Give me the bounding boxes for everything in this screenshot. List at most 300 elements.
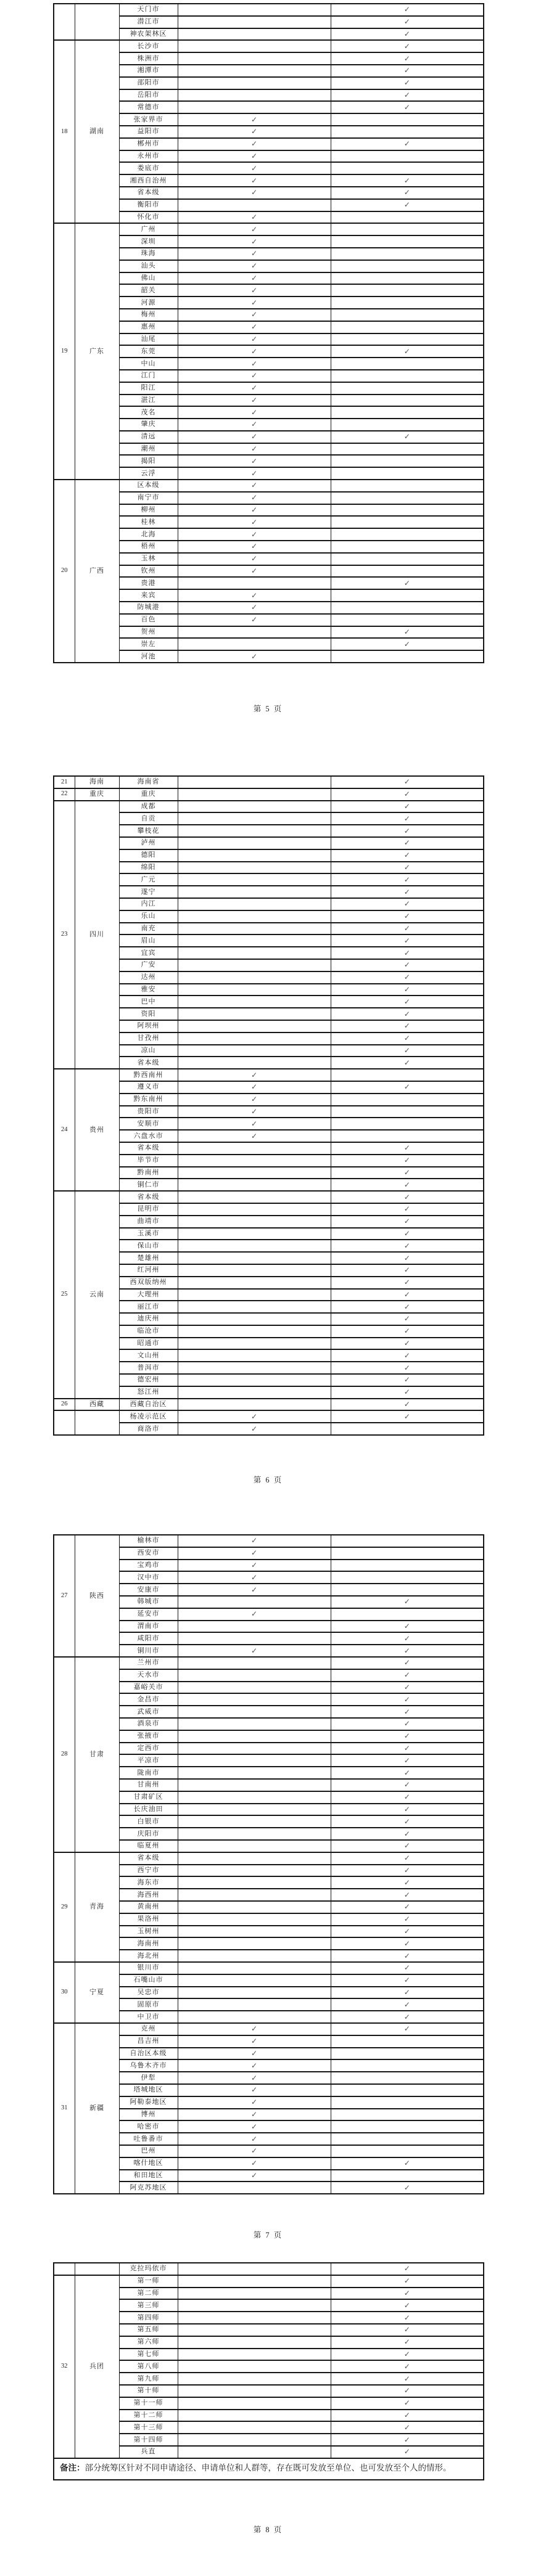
check-cell-1: [178, 2360, 331, 2373]
check-cell-2: [331, 614, 484, 626]
check-cell-2: [331, 910, 484, 923]
city-name: 湛江: [119, 395, 178, 407]
check-cell-2: [331, 1277, 484, 1289]
check-cell-2: [331, 2059, 484, 2072]
city-name: 海南省: [119, 776, 178, 788]
checkmark-icon: ✓: [403, 1266, 410, 1275]
city-name: 中山: [119, 358, 178, 370]
checkmark-icon: ✓: [403, 54, 410, 63]
check-cell-2: [331, 626, 484, 639]
check-cell-2: [331, 1828, 484, 1840]
check-cell-1: [178, 2011, 331, 2023]
check-cell-2: [331, 1937, 484, 1950]
checkmark-icon: ✓: [250, 273, 258, 282]
check-cell-1: [178, 284, 331, 296]
check-cell-2: [331, 1423, 484, 1435]
city-name: 韩城市: [119, 1596, 178, 1608]
check-cell-1: [178, 1974, 331, 1987]
check-cell-2: [331, 1032, 484, 1045]
city-name: 德阳: [119, 849, 178, 862]
check-cell-2: [331, 296, 484, 309]
city-name: 钦州: [119, 565, 178, 578]
city-name: 内江: [119, 898, 178, 910]
check-cell-1: [178, 1410, 331, 1423]
checkmark-icon: ✓: [403, 2361, 410, 2371]
city-name: 玉溪市: [119, 1228, 178, 1240]
check-cell-1: [178, 1362, 331, 1374]
city-name: 汉中市: [119, 1571, 178, 1584]
check-cell-1: [178, 1535, 331, 1547]
check-cell-2: [331, 1094, 484, 1106]
checkmark-icon: ✓: [403, 2447, 410, 2456]
checkmark-icon: ✓: [403, 2289, 410, 2298]
check-cell-1: [178, 996, 331, 1008]
check-cell-1: [178, 1167, 331, 1179]
checkmark-icon: ✓: [403, 139, 410, 149]
checkmark-icon: ✓: [250, 127, 258, 136]
city-name: 吐鲁番市: [119, 2133, 178, 2145]
check-cell-2: [331, 1399, 484, 1411]
check-cell-2: [331, 1410, 484, 1423]
city-name: 自治区本级: [119, 2048, 178, 2060]
check-cell-2: [331, 358, 484, 370]
check-cell-1: [178, 1179, 331, 1191]
province-name: 兵团: [75, 2275, 119, 2458]
check-cell-2: [331, 1547, 484, 1560]
city-name: 佛山: [119, 272, 178, 285]
check-cell-2: [331, 333, 484, 346]
check-cell-2: [331, 1950, 484, 1962]
province-name: 贵州: [75, 1069, 119, 1191]
check-cell-1: [178, 577, 331, 589]
check-cell-1: [178, 272, 331, 285]
city-name: 楚雄州: [119, 1252, 178, 1264]
city-name: 云浮: [119, 467, 178, 480]
check-cell-1: [178, 910, 331, 923]
city-name: 保山市: [119, 1240, 178, 1252]
city-name: 清远: [119, 431, 178, 443]
checkmark-icon: ✓: [403, 1290, 410, 1299]
check-cell-2: [331, 1240, 484, 1252]
province-index: 30: [54, 1962, 75, 2023]
table-row: [54, 223, 484, 235]
check-cell-1: [178, 2324, 331, 2336]
check-cell-2: [331, 1301, 484, 1313]
check-cell-2: [331, 1974, 484, 1987]
check-cell-1: [178, 101, 331, 113]
province-index: 21: [54, 776, 75, 788]
checkmark-icon: ✓: [403, 1987, 410, 1997]
province-index: 25: [54, 1191, 75, 1399]
check-cell-2: [331, 886, 484, 898]
city-name: 临沧市: [119, 1325, 178, 1338]
city-name: 惠州: [119, 321, 178, 333]
checkmark-icon: ✓: [403, 948, 410, 957]
checkmark-icon: ✓: [403, 1744, 410, 1752]
checkmark-icon: ✓: [403, 1412, 410, 1421]
checkmark-icon: ✓: [403, 102, 410, 112]
check-cell-1: [178, 1081, 331, 1094]
check-cell-2: [331, 419, 484, 431]
checkmark-icon: ✓: [403, 1034, 410, 1043]
check-cell-1: [178, 2023, 331, 2035]
check-cell-2: [331, 431, 484, 443]
city-name: 延安市: [119, 1608, 178, 1621]
check-cell-2: [331, 2096, 484, 2109]
check-cell-1: [178, 1657, 331, 1669]
check-cell-1: [178, 77, 331, 89]
city-name: 郴州市: [119, 138, 178, 150]
city-name: 和田地区: [119, 2170, 178, 2182]
checkmark-icon: ✓: [403, 1314, 410, 1323]
check-cell-1: [178, 1289, 331, 1301]
checkmark-icon: ✓: [250, 1082, 258, 1092]
checkmark-icon: ✓: [403, 2398, 410, 2408]
checkmark-icon: ✓: [250, 188, 258, 197]
checkmark-icon: ✓: [250, 383, 258, 393]
check-cell-1: [178, 1669, 331, 1682]
city-name: 第二师: [119, 2288, 178, 2300]
check-cell-2: [331, 638, 484, 650]
province-city-table: [53, 1534, 484, 2194]
city-name: 省本级: [119, 1142, 178, 1155]
province-index: [54, 4, 75, 40]
checkmark-icon: ✓: [403, 936, 410, 945]
city-name: 凉山: [119, 1045, 178, 1057]
checkmark-icon: ✓: [403, 176, 410, 185]
check-cell-1: [178, 1693, 331, 1706]
checkmark-icon: ✓: [403, 973, 410, 982]
city-name: 韶关: [119, 284, 178, 296]
check-cell-2: [331, 223, 484, 235]
check-cell-1: [178, 2133, 331, 2145]
checkmark-icon: ✓: [403, 2000, 410, 2009]
check-cell-2: [331, 52, 484, 65]
note-label: 备注：: [60, 2463, 85, 2472]
check-cell-1: [178, 1876, 331, 1889]
province-index: 27: [54, 1535, 75, 1657]
city-name: 白银市: [119, 1815, 178, 1828]
checkmark-icon: ✓: [403, 1082, 410, 1092]
checkmark-icon: ✓: [403, 1622, 410, 1631]
checkmark-icon: ✓: [403, 1768, 410, 1777]
city-name: 巴州: [119, 2145, 178, 2157]
check-cell-2: [331, 996, 484, 1008]
check-cell-1: [178, 2336, 331, 2349]
city-name: 河源: [119, 296, 178, 309]
checkmark-icon: ✓: [403, 1926, 410, 1936]
city-name: 巴中: [119, 996, 178, 1008]
check-cell-2: [331, 2397, 484, 2410]
check-cell-1: [178, 1191, 331, 1203]
check-cell-2: [331, 589, 484, 602]
check-cell-1: [178, 873, 331, 886]
check-cell-2: [331, 2410, 484, 2422]
city-name: 平凉市: [119, 1754, 178, 1767]
table-row: [54, 1962, 484, 1974]
check-cell-2: [331, 801, 484, 813]
check-cell-2: [331, 2023, 484, 2035]
checkmark-icon: ✓: [250, 1536, 258, 1545]
check-cell-1: [178, 1252, 331, 1264]
checkmark-icon: ✓: [403, 78, 410, 88]
check-cell-1: [178, 959, 331, 971]
city-name: 自贡: [119, 812, 178, 825]
checkmark-icon: ✓: [403, 1634, 410, 1643]
checkmark-icon: ✓: [250, 505, 258, 515]
city-name: 达州: [119, 971, 178, 984]
checkmark-icon: ✓: [250, 334, 258, 343]
check-cell-2: [331, 862, 484, 874]
checkmark-icon: ✓: [403, 1363, 410, 1372]
checkmark-icon: ✓: [403, 960, 410, 970]
check-cell-2: [331, 1682, 484, 1694]
checkmark-icon: ✓: [403, 2350, 410, 2359]
check-cell-1: [178, 2263, 331, 2275]
checkmark-icon: ✓: [250, 481, 258, 490]
checkmark-icon: ✓: [250, 310, 258, 319]
checkmark-icon: ✓: [403, 1658, 410, 1667]
check-cell-1: [178, 1621, 331, 1633]
checkmark-icon: ✓: [403, 875, 410, 884]
checkmark-icon: ✓: [250, 1609, 258, 1619]
check-cell-1: [178, 1118, 331, 1130]
city-name: 中卫市: [119, 2011, 178, 2023]
city-name: 天水市: [119, 1669, 178, 1682]
check-cell-2: [331, 1008, 484, 1020]
province-index: 22: [54, 788, 75, 801]
city-name: 湘西自治州: [119, 174, 178, 187]
check-cell-2: [331, 1779, 484, 1791]
check-cell-2: [331, 1130, 484, 1142]
check-cell-2: [331, 873, 484, 886]
city-name: 广州: [119, 223, 178, 235]
check-cell-2: [331, 650, 484, 663]
check-cell-2: [331, 150, 484, 163]
check-cell-2: [331, 395, 484, 407]
document-page: [0, 775, 533, 1485]
check-cell-2: [331, 1706, 484, 1718]
checkmark-icon: ✓: [250, 2061, 258, 2070]
city-name: 眉山: [119, 934, 178, 947]
city-name: 百色: [119, 614, 178, 626]
check-cell-1: [178, 1571, 331, 1584]
checkmark-icon: ✓: [403, 2423, 410, 2432]
check-cell-2: [331, 541, 484, 553]
check-cell-1: [178, 1216, 331, 1228]
check-cell-2: [331, 2109, 484, 2121]
check-cell-1: [178, 886, 331, 898]
check-cell-1: [178, 801, 331, 813]
province-name: [75, 1410, 119, 1435]
check-cell-1: [178, 235, 331, 248]
check-cell-2: [331, 2011, 484, 2023]
checkmark-icon: ✓: [403, 200, 410, 210]
check-cell-1: [178, 1645, 331, 1657]
check-cell-1: [178, 2373, 331, 2385]
province-name: 陕西: [75, 1535, 119, 1657]
checkmark-icon: ✓: [403, 1045, 410, 1055]
city-name: 喀什地区: [119, 2157, 178, 2170]
check-cell-1: [178, 1804, 331, 1816]
table-row: [54, 1069, 484, 1081]
city-name: 塔城地区: [119, 2084, 178, 2096]
city-name: 第七师: [119, 2349, 178, 2361]
check-cell-1: [178, 984, 331, 996]
city-name: 第十一师: [119, 2397, 178, 2410]
document-page: [0, 1534, 533, 2240]
check-cell-2: [331, 2120, 484, 2133]
check-cell-2: [331, 126, 484, 138]
checkmark-icon: ✓: [403, 2337, 410, 2347]
province-name: 西藏: [75, 1399, 119, 1411]
check-cell-2: [331, 455, 484, 467]
city-name: 南宁市: [119, 492, 178, 504]
checkmark-icon: ✓: [250, 2109, 258, 2119]
check-cell-1: [178, 1840, 331, 1852]
city-name: 果洛州: [119, 1913, 178, 1926]
check-cell-2: [331, 2084, 484, 2096]
page-number: 第 5 页: [253, 705, 283, 714]
check-cell-2: [331, 947, 484, 959]
check-cell-1: [178, 516, 331, 528]
check-cell-1: [178, 1203, 331, 1216]
check-cell-1: [178, 16, 331, 28]
city-name: 湘潭市: [119, 65, 178, 77]
check-cell-2: [331, 2035, 484, 2048]
check-cell-1: [178, 419, 331, 431]
check-cell-2: [331, 2360, 484, 2373]
checkmark-icon: ✓: [250, 2024, 258, 2034]
checkmark-icon: ✓: [250, 2122, 258, 2131]
city-name: 第五师: [119, 2324, 178, 2336]
city-name: 渭南市: [119, 1621, 178, 1633]
checkmark-icon: ✓: [250, 212, 258, 221]
city-name: 第十四师: [119, 2434, 178, 2446]
check-cell-1: [178, 1020, 331, 1032]
check-cell-2: [331, 1020, 484, 1032]
check-cell-2: [331, 2446, 484, 2458]
table-row: [54, 480, 484, 492]
province-name: 青海: [75, 1852, 119, 1962]
check-cell-1: [178, 1718, 331, 1730]
check-cell-1: [178, 431, 331, 443]
check-cell-2: [331, 113, 484, 126]
check-cell-2: [331, 162, 484, 174]
check-cell-2: [331, 1743, 484, 1755]
check-cell-1: [178, 1779, 331, 1791]
checkmark-icon: ✓: [250, 322, 258, 332]
city-name: 怀化市: [119, 211, 178, 224]
checkmark-icon: ✓: [250, 261, 258, 271]
check-cell-1: [178, 1423, 331, 1435]
city-name: 第十二师: [119, 2410, 178, 2422]
check-cell-2: [331, 1081, 484, 1094]
checkmark-icon: ✓: [250, 139, 258, 149]
check-cell-2: [331, 1791, 484, 1804]
city-name: 海西州: [119, 1889, 178, 1901]
city-name: 乐山: [119, 910, 178, 923]
check-cell-1: [178, 2181, 331, 2194]
check-cell-2: [331, 1926, 484, 1938]
checkmark-icon: ✓: [250, 2085, 258, 2095]
city-name: 宜宾: [119, 947, 178, 959]
check-cell-2: [331, 199, 484, 211]
check-cell-1: [178, 1057, 331, 1069]
check-cell-1: [178, 1045, 331, 1057]
check-cell-1: [178, 455, 331, 467]
check-cell-2: [331, 504, 484, 517]
check-cell-1: [178, 2397, 331, 2410]
check-cell-1: [178, 1767, 331, 1779]
note-row: [54, 2458, 484, 2480]
checkmark-icon: ✓: [250, 1106, 258, 1116]
page-number: 第 6 页: [253, 1476, 283, 1485]
check-cell-1: [178, 776, 331, 788]
check-cell-1: [178, 345, 331, 358]
checkmark-icon: ✓: [403, 777, 410, 787]
checkmark-icon: ✓: [403, 912, 410, 921]
check-cell-1: [178, 837, 331, 849]
province-index: 26: [54, 1399, 75, 1411]
checkmark-icon: ✓: [403, 923, 410, 933]
check-cell-1: [178, 1926, 331, 1938]
city-name: 潜江市: [119, 16, 178, 28]
city-name: 伊犁: [119, 2072, 178, 2084]
table-body: [54, 1535, 484, 2194]
check-cell-1: [178, 1682, 331, 1694]
city-name: 揭阳: [119, 455, 178, 467]
checkmark-icon: ✓: [403, 1241, 410, 1250]
checkmark-icon: ✓: [403, 1732, 410, 1741]
city-name: 省本级: [119, 1057, 178, 1069]
check-cell-2: [331, 467, 484, 480]
city-name: 河池: [119, 650, 178, 663]
checkmark-icon: ✓: [403, 1217, 410, 1226]
check-cell-2: [331, 1767, 484, 1779]
city-name: 长庆油田: [119, 1804, 178, 1816]
check-cell-2: [331, 2275, 484, 2288]
check-cell-1: [178, 1937, 331, 1950]
check-cell-2: [331, 602, 484, 614]
checkmark-icon: ✓: [403, 851, 410, 860]
check-cell-1: [178, 1032, 331, 1045]
check-cell-1: [178, 504, 331, 517]
checkmark-icon: ✓: [403, 1780, 410, 1789]
check-cell-2: [331, 2373, 484, 2385]
checkmark-icon: ✓: [403, 1388, 410, 1397]
city-name: 大理州: [119, 1289, 178, 1301]
city-name: 柳州: [119, 504, 178, 517]
check-cell-2: [331, 187, 484, 199]
city-name: 岳阳市: [119, 89, 178, 102]
check-cell-2: [331, 65, 484, 77]
check-cell-1: [178, 406, 331, 419]
check-cell-2: [331, 2072, 484, 2084]
checkmark-icon: ✓: [403, 66, 410, 75]
city-name: 南充: [119, 923, 178, 935]
check-cell-1: [178, 1338, 331, 1350]
check-cell-1: [178, 2299, 331, 2312]
check-cell-1: [178, 395, 331, 407]
checkmark-icon: ✓: [403, 5, 410, 14]
check-cell-1: [178, 2288, 331, 2300]
check-cell-1: [178, 1106, 331, 1118]
checkmark-icon: ✓: [403, 984, 410, 994]
check-cell-1: [178, 1325, 331, 1338]
check-cell-1: [178, 443, 331, 456]
checkmark-icon: ✓: [250, 395, 258, 404]
